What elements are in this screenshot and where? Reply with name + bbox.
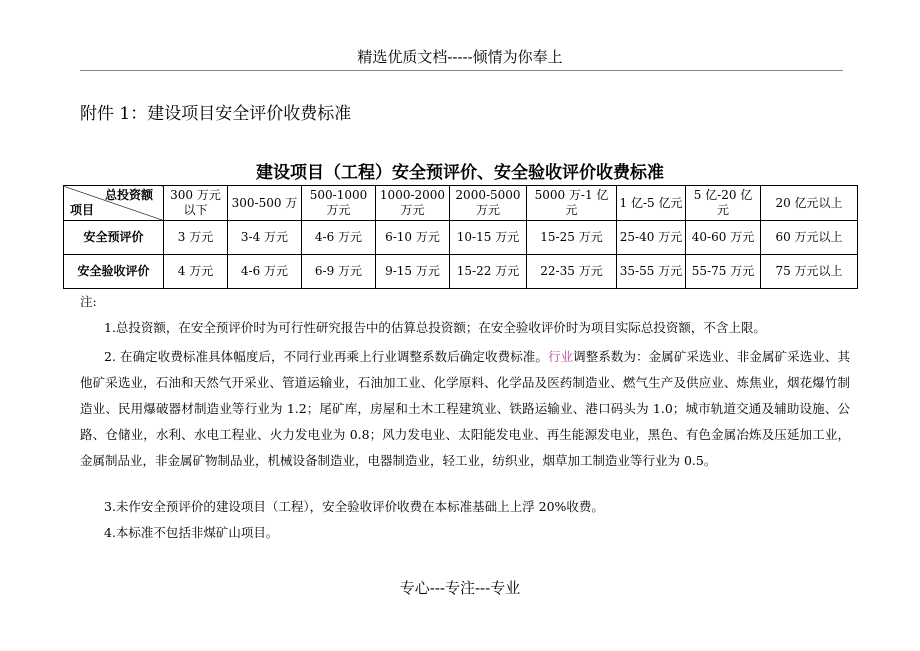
table-cell: 6-10 万元: [376, 221, 450, 255]
table-cell: 6-9 万元: [302, 255, 376, 289]
row-label: 安全预评价: [64, 221, 164, 255]
table-cell: 3 万元: [164, 221, 228, 255]
page-footer: 专心---专注---专业: [399, 579, 521, 597]
table-cell: 35-55 万元: [617, 255, 686, 289]
notes-section: [80, 292, 850, 540]
header-divider: [80, 70, 843, 71]
table-cell: 3-4 万元: [228, 221, 302, 255]
attachment-title: 附件 1：建设项目安全评价收费标准: [80, 104, 352, 124]
table-cell: 10-15 万元: [450, 221, 527, 255]
table-cell: 22-35 万元: [527, 255, 617, 289]
table-cell: 40-60 万元: [686, 221, 761, 255]
column-header: 20 亿元以上: [761, 186, 858, 221]
table-cell: 75 万元以上: [761, 255, 858, 289]
table-cell: 25-40 万元: [617, 221, 686, 255]
note-2-text-a: 2. 在确定收费标准具体幅度后，不同行业再乘上行业调整系数后确定收费标准。: [104, 349, 548, 364]
table-cell: 55-75 万元: [686, 255, 761, 289]
column-header: 300 万元以下: [164, 186, 228, 221]
corner-bottom-label: 项目: [70, 203, 95, 217]
page-header: 精选优质文档-----倾情为你奉上: [357, 48, 563, 66]
note-2-highlight: 行业: [547, 349, 574, 364]
note-2-text-b: 调整系数为：金属矿采选业、非金属矿采选业、其他矿采选业，石油和天然气开采业、管道运输业，石油加工业、化学原料、化学品及医药制造业、燃气生产及供应业、炼焦业，烟花爆竹制造业、民用爆破器材制造业等行业为 1.2；尾矿库，房屋和土木工程建筑业、铁路运输业、港口码头为 1.0；城市轨道交通及辅助设施、公路、仓储业，水利、水电工程业、火力发电业为 0.8；风力发电业、太阳能发电业、再生能源发电业，黑色、有色金属冶炼及压延加工业，金属制品业，非金属矿物制品业，机械设备制造业，电器制造业，轻工业，纺织业，烟草加工制造业等行业为 0.5。: [80, 349, 850, 468]
note-1: 1.总投资额，在安全预评价时为可行性研究报告中的估算总投资额；在安全验收评价时为项目实际总投资额，不含上限。: [104, 320, 766, 335]
corner-top-label: 总投资额: [104, 188, 153, 202]
note-4: 4.本标准不包括非煤矿山项目。: [104, 525, 279, 540]
table-cell: 4-6 万元: [302, 221, 376, 255]
table-cell: 15-22 万元: [450, 255, 527, 289]
column-header: 500-1000 万元: [302, 186, 376, 221]
table-cell: 4 万元: [164, 255, 228, 289]
column-header: 2000-5000 万元: [450, 186, 527, 221]
fee-table: [63, 185, 858, 289]
column-header: 5 亿-20 亿元: [686, 186, 761, 221]
table-cell: 15-25 万元: [527, 221, 617, 255]
column-header: 5000 万-1 亿元: [527, 186, 617, 221]
row-label: 安全验收评价: [64, 255, 164, 289]
note-2: [80, 344, 850, 474]
column-header: 1 亿-5 亿元: [617, 186, 686, 221]
table-cell: 60 万元以上: [761, 221, 858, 255]
table-cell: 9-15 万元: [376, 255, 450, 289]
table-header-row: [64, 186, 858, 221]
note-3: 3.未作安全预评价的建设项目（工程），安全验收评价收费在本标准基础上上浮 20%收费。: [104, 499, 604, 514]
table-cell: 4-6 万元: [228, 255, 302, 289]
table-title: 建设项目（工程）安全预评价、安全验收评价收费标准: [256, 163, 664, 183]
column-header: 1000-2000 万元: [376, 186, 450, 221]
table-row: [64, 221, 858, 255]
table-row: [64, 255, 858, 289]
notes-label: 注:: [80, 294, 97, 309]
corner-cell: [64, 186, 164, 221]
column-header: 300-500 万: [228, 186, 302, 221]
